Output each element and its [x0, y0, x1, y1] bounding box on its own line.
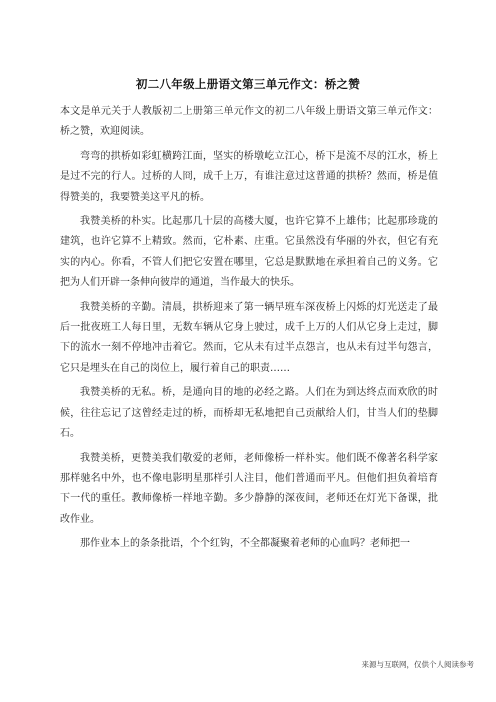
- document-title: 初二八年级上册语文第三单元作文：桥之赞: [135, 77, 361, 91]
- paragraph: 弯弯的拱桥如彩虹横跨江面，坚实的桥墩屹立江心，桥下是流不尽的江水，桥上是过不完的行人。过桥的人冏，成千上万，有谁注意过这普通的拱桥？然而，桥是值得赞美的，我要赞美这平凡的桥。: [60, 150, 438, 203]
- paragraph: 我赞美桥的无私。桥，是通向目的地的必经之路。人们在为到达终点而欢欣的时候，往往忘记了这曾经走过的桥，而桥却无私地把自己贡献给人们，甘当人们的垫脚石。: [60, 387, 438, 440]
- paragraph: 我赞美桥，更赞美我们敬爱的老师，老师像桥一样朴实。他们既不像著名科学家那样驰名中外，也不像电影明星那样引人注目，他们普通而平凡。但他们担负着培育下一代的重任。教师像桥一样地辛勤。多少静静的深夜间，老师还在灯光下备课，批改作业。: [60, 452, 438, 525]
- page-footer-note: 来源与互联网，仅供个人阅读参考: [361, 660, 474, 669]
- document-body: [60, 102, 438, 559]
- paragraph: 我赞美桥的朴实。比起那几十层的高楼大厦，也许它算不上雄伟；比起那珍珑的建筑，也许它算不上精致。然而，它朴素、庄重。它虽然没有华丽的外衣，但它有充实的内心。你看，不管人们把它安置在哪里，它总是默默地在承担着自己的义务。它把为人们开辟一条伸向彼岸的通道，当作最大的快乐。: [60, 216, 438, 289]
- paragraph: 我赞美桥的辛勤。清晨，拱桥迎来了第一辆早班车深夜桥上闪烁的灯光送走了最后一批夜班工人每日里，无数车辆从它身上驶过，成千上万的人们从它身上走过，脚下的流水一刻不停地冲击着它。然而，它从未有过半点怨言，也从未有过半句怨言，它只是埋头在自己的岗位上，履行着自己的职责……: [60, 301, 438, 374]
- paragraph-intro: 本文是单元关于人教版初二上册第三单元作文的初二八年级上册语文第三单元作文：桥之赞，欢迎阅读。: [60, 106, 438, 138]
- paragraph: 那作业本上的条条批语，个个红钩，不全都凝聚着老师的心血吗？老师把一: [80, 538, 410, 550]
